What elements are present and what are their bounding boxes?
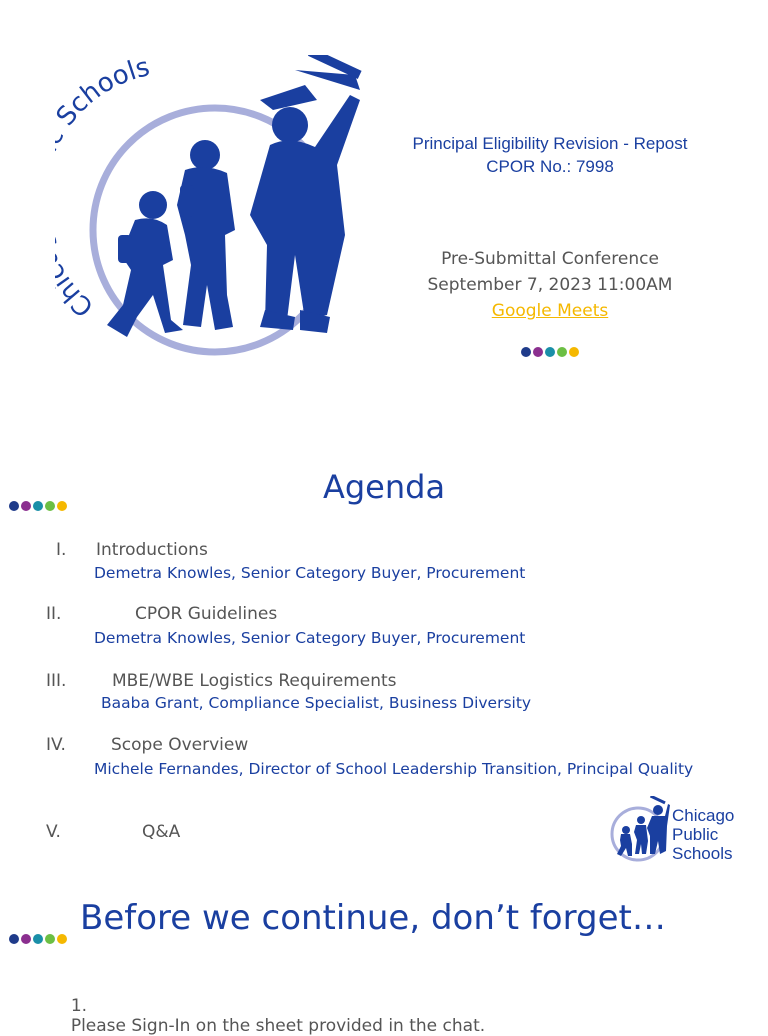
dot-3 xyxy=(33,934,43,944)
decorative-dots-reminder xyxy=(9,934,67,944)
agenda-item-presenter: Michele Fernandes, Director of School Leadership Transition, Principal Quality xyxy=(94,760,694,778)
agenda-item-number: II. xyxy=(46,604,62,624)
agenda-item-title: Scope Overview xyxy=(111,735,249,755)
dot-5 xyxy=(57,934,67,944)
small-logo-line: Public xyxy=(672,825,719,844)
agenda-item-number: IV. xyxy=(46,735,66,755)
agenda-item-number: V. xyxy=(46,822,61,842)
agenda-title: Agenda xyxy=(322,468,446,506)
agenda-item-title: Q&A xyxy=(142,822,181,842)
reminder-list-item xyxy=(60,976,485,1036)
cpor-number: CPOR No.: 7998 xyxy=(486,157,614,176)
reminder-item-text: Please Sign-In on the sheet provided in the chat. xyxy=(70,1016,486,1036)
dot-1 xyxy=(521,347,531,357)
conference-title: Pre-Submittal Conference xyxy=(441,249,659,269)
conference-block xyxy=(380,246,720,324)
agenda-item-title: MBE/WBE Logistics Requirements xyxy=(112,671,397,691)
small-logo-text xyxy=(672,806,734,863)
dot-4 xyxy=(45,934,55,944)
dot-2 xyxy=(21,934,31,944)
google-meets-link[interactable]: Google Meets xyxy=(491,301,609,321)
agenda-item-number: I. xyxy=(56,540,67,560)
agenda-item-title: Introductions xyxy=(96,540,208,560)
agenda-item-presenter: Baaba Grant, Compliance Specialist, Business Diversity xyxy=(101,694,532,712)
dot-4 xyxy=(557,347,567,357)
small-logo-line: Schools xyxy=(672,844,733,863)
dot-2 xyxy=(533,347,543,357)
cps-logo-graphic xyxy=(55,55,375,365)
dot-3 xyxy=(545,347,555,357)
agenda-item-title: CPOR Guidelines xyxy=(135,604,278,624)
small-logo-line: Chicago xyxy=(672,806,735,825)
cps-small-logo xyxy=(610,796,760,866)
logo-arc-text: Ch chools xyxy=(55,55,153,323)
small-logo-graphic xyxy=(610,796,672,866)
agenda-item-number: III. xyxy=(46,671,67,691)
project-title: Principal Eligibility Revision - Repost xyxy=(412,134,688,153)
header-title-block xyxy=(360,132,740,178)
agenda-item-presenter: Demetra Knowles, Senior Category Buyer, Procurement xyxy=(94,564,526,582)
decorative-dots-top xyxy=(521,347,579,357)
reminder-item-number: 1. xyxy=(70,996,88,1016)
cps-logo xyxy=(55,55,375,365)
dot-5 xyxy=(569,347,579,357)
conference-datetime: September 7, 2023 11:00AM xyxy=(427,275,673,295)
agenda-item-presenter: Demetra Knowles, Senior Category Buyer, Procurement xyxy=(94,629,526,647)
dot-1 xyxy=(9,934,19,944)
reminder-title: Before we continue, don’t forget… xyxy=(80,898,666,938)
